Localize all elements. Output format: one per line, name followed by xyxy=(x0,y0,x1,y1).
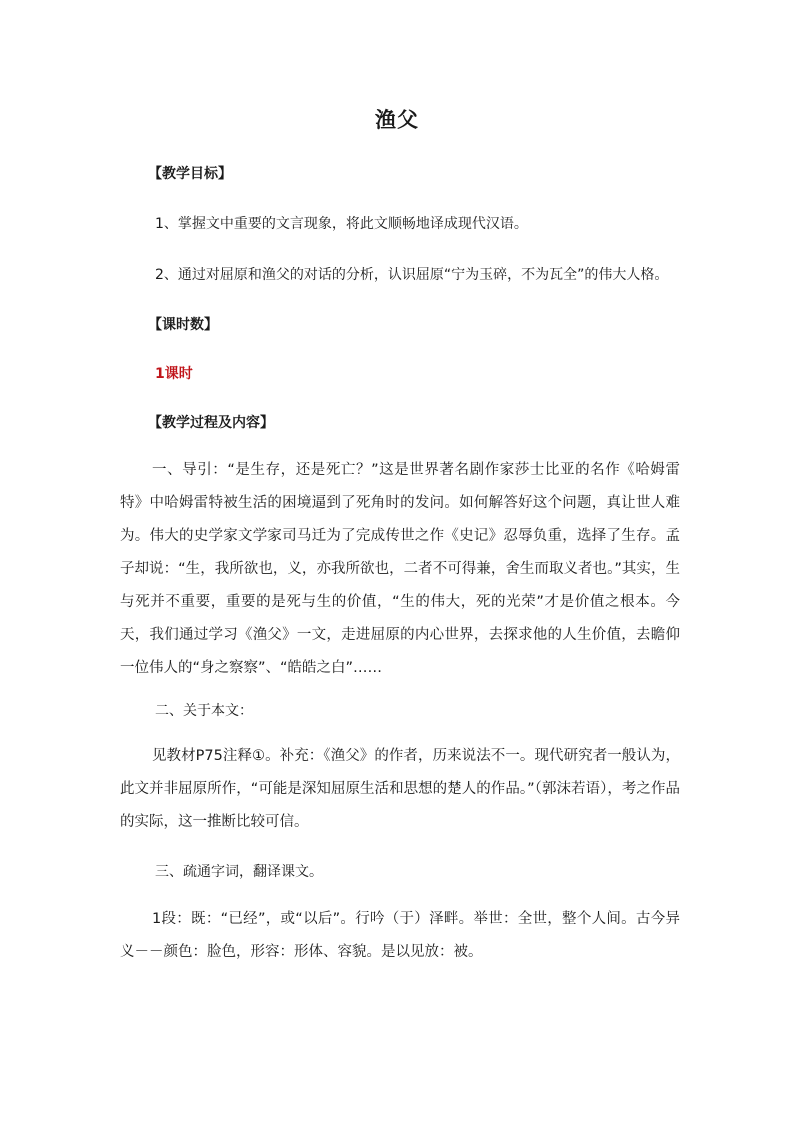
objectives-heading: 【教学目标】 xyxy=(148,166,232,182)
intro-paragraph: 一、导引：“是生存，还是死亡？”这是世界著名剧作家莎士比亚的名作《哈姆雷特》中哈姆雷特被生活的困境逼到了死角时的发问。如何解答好这个问题，真让世人难为。伟大的史学家文学家司马迁为了完成传世之作《史记》忍辱负重，选择了生存。孟子却说：“生，我所欲也，义，亦我所欲也，二者不可得兼，舍生而取义者也。”其实，生与死并不重要，重要的是死与生的价值，“生的伟大，死的光荣”才是价值之根本。今天，我们通过学习《渔父》一文，走进屈原的内心世界，去探求他的人生价值，去瞻仰一位伟人的“身之察察”、“皓皓之白”…… xyxy=(120,462,680,676)
translate-heading: 三、疏通字词，翻译课文。 xyxy=(155,864,323,880)
objective-item-2: 2、通过对屈原和渔父的对话的分析，认识屈原“宁为玉碎，不为瓦全”的伟大人格。 xyxy=(155,267,669,283)
about-paragraph: 见教材P75注释①。补充：《渔父》的作者，历来说法不一。现代研究者一般认为，此文并非屈原所作，“可能是深知屈原生活和思想的楚人的作品。”（郭沫若语），考之作品的实际，这一推断比较可信。 xyxy=(120,748,680,830)
hours-heading: 【课时数】 xyxy=(148,317,218,333)
about-heading: 二、关于本文： xyxy=(155,703,253,719)
hours-value: 1课时 xyxy=(155,366,193,382)
process-heading: 【教学过程及内容】 xyxy=(148,415,274,431)
paragraph-1-notes: 1段：既：“已经”，或“以后”。行吟（于）泽畔。举世：全世，整个人间。古今异义－－颜色：脸色，形容：形体、容貌。是以见放：被。 xyxy=(120,911,680,960)
objective-item-1: 1、掌握文中重要的文言现象，将此文顺畅地译成现代汉语。 xyxy=(155,216,528,232)
document-title: 渔父 xyxy=(375,108,419,132)
